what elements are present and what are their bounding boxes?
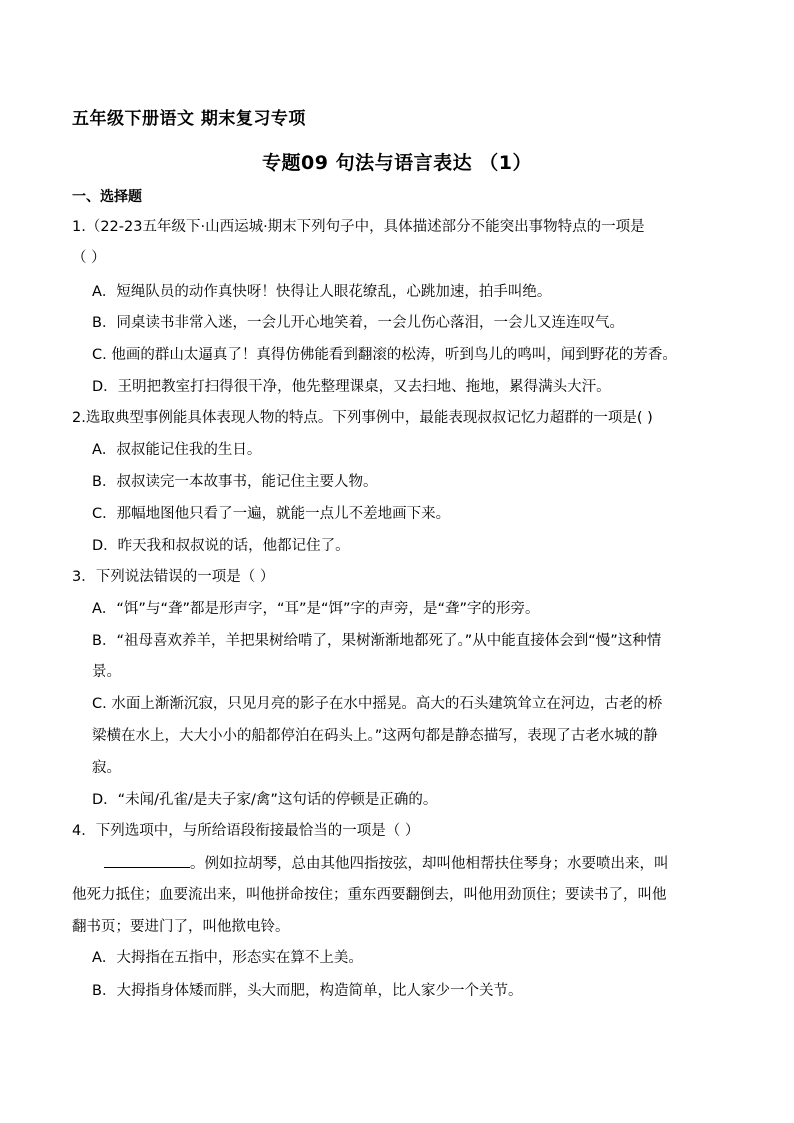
question-3-option-c: C. 水面上渐渐沉寂，只见月亮的影子在水中摇晃。高大的石头建筑耸立在河边，古老的桥 bbox=[92, 696, 663, 712]
question-2-option-a: A．叔叔能记住我的生日。 bbox=[92, 442, 262, 458]
question-3-option-b: B．“祖母喜欢养羊，羊把果树给啃了，果树渐渐地都死了。”从中能直接体会到“慢”这种情 bbox=[92, 633, 662, 649]
question-3-option-c-cont2: 寂。 bbox=[92, 760, 121, 776]
question-1-option-a: A．短绳队员的动作真快呀！快得让人眼花缭乱，心跳加速，拍手叫绝。 bbox=[92, 284, 552, 300]
question-4-option-b: B．大拇指身体矮而胖，头大而肥，构造简单，比人家少一个关节。 bbox=[92, 983, 523, 999]
question-2-option-b: B．叔叔读完一本故事书，能记住主要人物。 bbox=[92, 474, 378, 490]
question-4-stem: 4．下列选项中，与所给语段衔接最恰当的一项是（ ） bbox=[72, 823, 420, 839]
question-3-option-c-cont: 梁横在水上，大大小小的船都停泊在码头上。”这两句都是静态描写，表现了古老水城的静 bbox=[92, 728, 658, 744]
question-1-paren: （ ） bbox=[72, 250, 106, 266]
question-4-passage-line-3: 翻书页；要进门了，叫他揿电铃。 bbox=[72, 919, 290, 935]
question-3-option-b-cont: 景。 bbox=[92, 664, 121, 680]
page-title: 专题09 句法与语言表达 （1） bbox=[262, 152, 532, 174]
section-heading: 一、选择题 bbox=[72, 189, 142, 205]
question-4-passage-text: 。例如拉胡琴，总由其他四指按弦，却叫他相帮扶住琴身；水要喷出来，叫 bbox=[190, 856, 669, 872]
question-2-option-d: D．昨天我和叔叔说的话，他都记住了。 bbox=[92, 538, 350, 554]
question-2-option-c: C．那幅地图他只看了一遍，就能一点儿不差地画下来。 bbox=[92, 506, 451, 522]
question-2-stem: 2.选取典型事例能具体表现人物的特点。下列事例中，最能表现叔叔记忆力超群的一项是( ) bbox=[72, 410, 653, 426]
question-3-stem: 3．下列说法错误的一项是（ ） bbox=[72, 569, 275, 585]
answer-blank[interactable] bbox=[104, 853, 190, 868]
question-1-option-b: B．同桌读书非常入迷，一会儿开心地笑着，一会儿伤心落泪，一会儿又连连叹气。 bbox=[92, 315, 624, 331]
question-1-stem: 1.（22-23五年级下·山西运城·期末下列句子中，具体描述部分不能突出事物特点的一项是 bbox=[72, 219, 645, 235]
question-3-option-d: D．“未闻/孔雀/是夫子家/禽”这句话的停顿是正确的。 bbox=[92, 792, 438, 808]
question-1-option-d: D．王明把教室打扫得很干净，他先整理课桌，又去扫地、拖地，累得满头大汗。 bbox=[92, 379, 611, 395]
question-4-passage-line-2: 他死力抵住；血要流出来，叫他拼命按住；重东西要翻倒去，叫他用劲顶住；要读书了，叫他 bbox=[72, 887, 667, 903]
question-4-option-a: A．大拇指在五指中，形态实在算不上美。 bbox=[92, 950, 363, 966]
question-4-passage-line-1 bbox=[104, 853, 669, 874]
question-1-option-c: C. 他画的群山太逼真了！真得仿佛能看到翻滚的松涛，听到鸟儿的鸣叫，闻到野花的芳香。 bbox=[92, 347, 677, 363]
question-3-option-a: A．“饵”与“聋”都是形声字，“耳”是“饵”字的声旁，是“聋”字的形旁。 bbox=[92, 601, 540, 617]
document-header: 五年级下册语文 期末复习专项 bbox=[72, 109, 306, 129]
